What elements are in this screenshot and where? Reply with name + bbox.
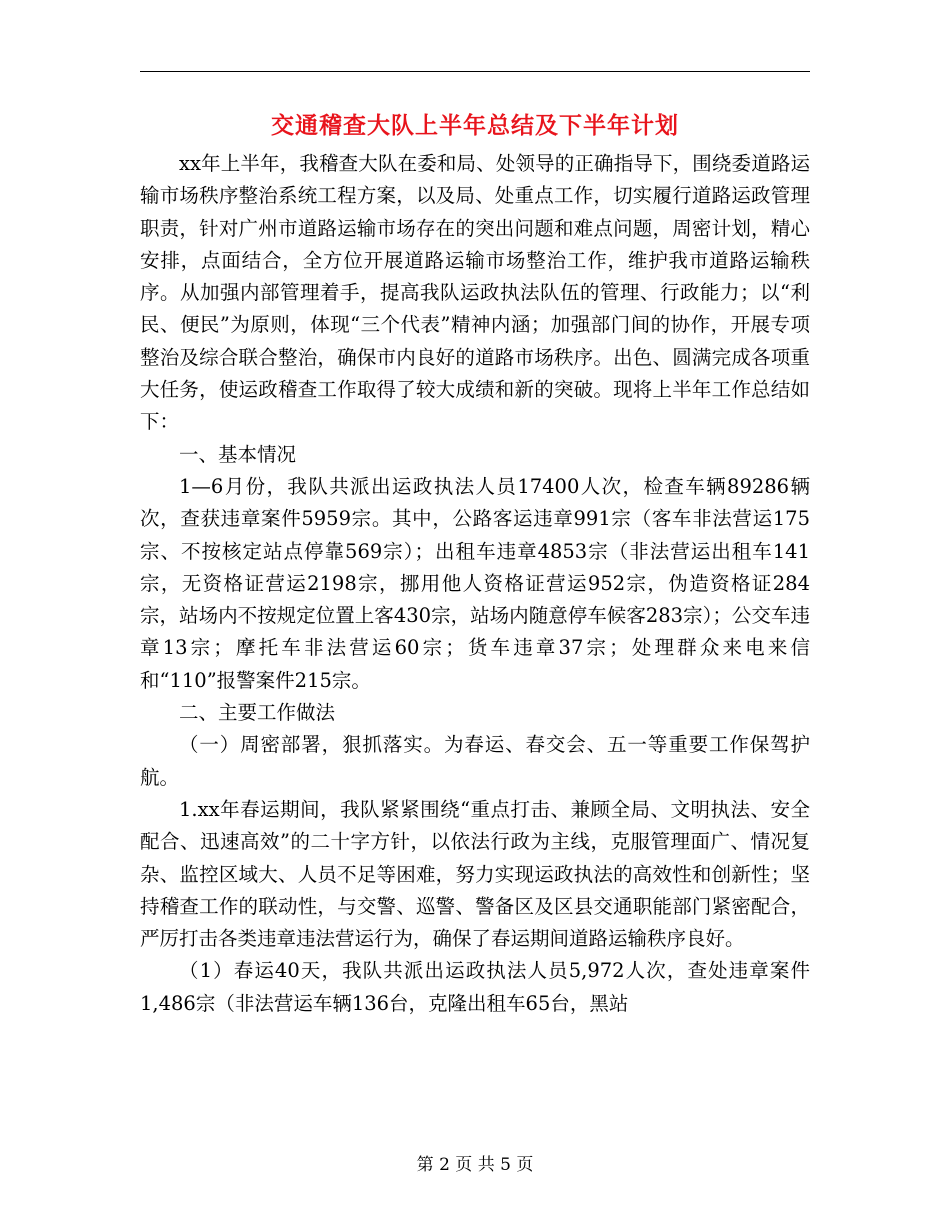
subsection-heading-1: （一）周密部署，狠抓落实。为春运、春交会、五一等重要工作保驾护航。 [140,733,810,789]
header-rule [140,71,810,72]
paragraph-spring-festival: 1.xx年春运期间，我队紧紧围绕“重点打击、兼顾全局、文明执法、安全配合、迅速高效”的二十字方针，以依法行政为主线，克服管理面广、情况复杂、监控区域大、人员不足等困难，努力实现运政执法的高效性和创新性；坚持稽查工作的联动性，与交警、巡警、警备区及区县交通职能部门紧密配合，严厉打击各类违章违法营运行为，确保了春运期间道路运输秩序良好。 [140,797,810,951]
paragraph-intro: xx年上半年，我稽查大队在委和局、处领导的正确指导下，围绕委道路运输市场秩序整治系统工程方案，以及局、处重点工作，切实履行道路运政管理职责，针对广州市道路运输市场存在的突出问题和难点问题，周密计划，精心安排，点面结合，全方位开展道路运输市场整治工作，维护我市道路运输秩序。从加强内部管理着手，提高我队运政执法队伍的管理、行政能力；以“利民、便民”为原则，体现“三个代表”精神内涵；加强部门间的协作，开展专项整治及综合联合整治，确保市内良好的道路市场秩序。出色、圆满完成各项重大任务，使运政稽查工作取得了较大成绩和新的突破。现将上半年工作总结如下： [140,152,810,434]
section-heading-methods: 二、主要工作做法 [179,701,336,725]
paragraph-statistics: 1—6月份，我队共派出运政执法人员17400人次，检查车辆89286辆次，查获违章案件5959宗。其中，公路客运违章991宗（客车非法营运175宗、不按核定站点停靠569宗）；出租车违章4853宗（非法营运出租车141宗，无资格证营运2198宗，挪用他人资格证营运952宗，伪造资格证284宗，站场内不按规定位置上客430宗，站场内随意停车候客283宗）；公交车违章13宗；摩托车非法营运60宗；货车违章37宗；处理群众来电来信和“110”报警案件215宗。 [140,474,810,692]
page-number: 第 2 页 共 5 页 [416,1155,534,1175]
document-title: 交通稽查大队上半年总结及下半年计划 [271,113,679,139]
document-body [140,148,810,1020]
section-heading-basic: 一、基本情况 [179,442,297,466]
paragraph-spring-festival-stats: （1）春运40天，我队共派出运政执法人员5,972人次，查处违章案件1,486宗（非法营运车辆136台，克隆出租车65台，黑站 [140,959,810,1015]
